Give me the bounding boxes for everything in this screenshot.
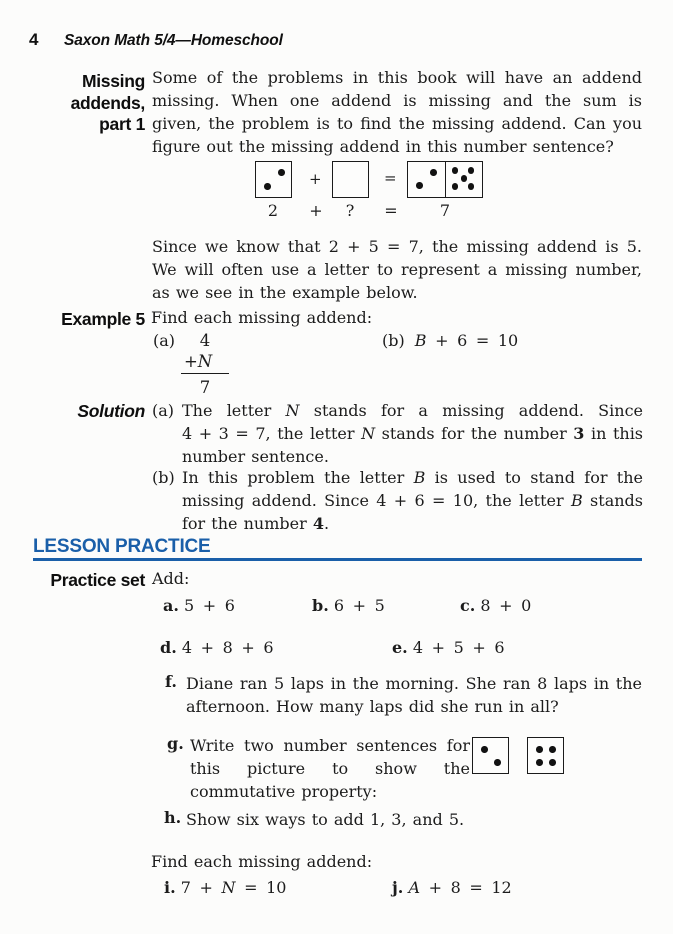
equals-sign: = (384, 169, 397, 187)
missing-letter-a: A (408, 878, 421, 897)
answer-number: 3 (573, 424, 585, 443)
problem-d (160, 638, 274, 657)
figure-label-addend1: 2 (267, 201, 279, 220)
figure-label-equals: = (384, 201, 398, 220)
example-part-b-label: (b) (382, 331, 405, 350)
solution-b-label: (b) (152, 468, 175, 487)
text-segment: the letter (478, 491, 571, 510)
dot (264, 183, 271, 190)
commutative-box-four (527, 737, 564, 774)
problem-c (460, 596, 531, 615)
problem-g-label: g. (167, 734, 184, 753)
expression: 4 + 5 + 6 (412, 638, 505, 657)
heading-line: addends, (70, 92, 145, 113)
text-segment: The letter (182, 401, 286, 420)
text-segment: Since we know that (152, 237, 329, 256)
dot (452, 167, 459, 174)
figure-label-missing: ? (345, 201, 355, 220)
problem-i (164, 878, 286, 897)
letter-b: B (570, 491, 583, 510)
solution-label: Solution (77, 401, 145, 421)
find-addend-heading: Find each missing addend: (151, 852, 373, 871)
example-part-a-label: (a) (153, 331, 176, 350)
text-segment: stands for a missing addend. Since (299, 401, 643, 420)
expression: 7 + (180, 878, 222, 897)
problem-label: e. (392, 638, 408, 657)
vertical-addition (181, 331, 229, 397)
expression: = 10 (235, 878, 287, 897)
page-number: 4 (29, 30, 39, 49)
problem-label: d. (160, 638, 177, 657)
problem-e (392, 638, 505, 657)
figure-label-plus: + (309, 201, 323, 220)
solution-a-label: (a) (152, 401, 175, 420)
figure-label-sum: 7 (439, 201, 451, 220)
example-prompt: Find each missing addend: (151, 308, 373, 327)
vertical-addition-addend-row (181, 352, 229, 374)
problem-label: b. (312, 596, 329, 615)
vertical-addition-sum: 7 (199, 378, 211, 397)
problem-g-text: Write two number sentences for this picture to show the commutative property: (190, 736, 470, 801)
domino-seven (407, 161, 483, 198)
dot (536, 759, 543, 766)
expression: + 6 = 10 (426, 331, 519, 350)
problem-h-text: Show six ways to add 1, 3, and 5. (186, 810, 465, 829)
answer-number: 4 (312, 514, 324, 533)
text-segment: In this problem the letter (182, 468, 414, 487)
text-segment: stands for the number (375, 424, 574, 443)
expression: 4 + 8 + 6 (181, 638, 274, 657)
section-heading-missing-addends (0, 71, 145, 136)
missing-letter-n: N (197, 352, 213, 371)
example-5-label: Example 5 (61, 309, 145, 329)
problem-label: j. (392, 878, 404, 897)
text-segment: the letter (270, 424, 362, 443)
problem-a (163, 596, 235, 615)
dot (549, 759, 556, 766)
intro-paragraph: Some of the problems in this book will have an addend missing. When one addend is missing and the sum is given, the problem is to find the missing addend. Can you figure out the missing addend in this number sentence? (152, 68, 642, 156)
lesson-practice-rule (33, 558, 642, 561)
equation: 4 + 6 = 10, (376, 491, 479, 510)
equation: 2 + 5 = 7, (328, 237, 424, 256)
letter-n: N (361, 424, 376, 443)
domino-right-cell (445, 162, 483, 197)
dot (278, 169, 285, 176)
lesson-practice-heading: LESSON PRACTICE (33, 536, 211, 557)
heading-line: Missing (81, 71, 145, 91)
dot (416, 182, 423, 189)
text-segment: in this number sentence. (182, 424, 644, 466)
dot (430, 169, 437, 176)
empty-dot-box (332, 161, 369, 198)
practice-set-label: Practice set (50, 570, 145, 590)
dot (549, 746, 556, 753)
dot-box-two (255, 161, 292, 198)
text-segment: is used to stand for the missing addend. Since (182, 468, 644, 510)
commutative-box-two (472, 737, 509, 774)
dot (461, 175, 468, 182)
expression: 8 + 0 (480, 596, 532, 615)
example-part-b (382, 331, 518, 350)
expression: + 8 = 12 (420, 878, 512, 897)
dot (494, 759, 501, 766)
problem-f-label: f. (165, 672, 177, 691)
letter-n: N (285, 401, 300, 420)
expression: 5 + 6 (184, 596, 235, 615)
plus-sign: + (309, 170, 322, 188)
dot (468, 167, 475, 174)
problem-label: i. (164, 878, 176, 897)
dot (452, 183, 459, 190)
equation: 4 + 3 = 7, (182, 424, 271, 443)
plus-sign: + (184, 352, 198, 371)
text-segment: stands for the number (182, 491, 643, 533)
dot (468, 183, 475, 190)
dot (536, 746, 543, 753)
problem-j (392, 878, 512, 897)
missing-letter-b: B (414, 331, 427, 350)
problem-label: c. (460, 596, 476, 615)
solution-a-paragraph (182, 399, 643, 468)
problem-label: a. (163, 596, 179, 615)
solution-b-paragraph (182, 466, 643, 535)
heading-line: part 1 (99, 114, 145, 134)
letter-b: B (413, 468, 426, 487)
after-figure-paragraph (152, 235, 642, 304)
book-title: Saxon Math 5/4—Homeschool (64, 32, 283, 49)
expression: 6 + 5 (333, 596, 385, 615)
missing-letter-n: N (221, 878, 236, 897)
problem-b (312, 596, 385, 615)
vertical-addition-top: 4 (199, 331, 211, 350)
text-segment: the missing addend is 5. We will often use a letter to represent a missing number, as we see in the example below. (152, 237, 642, 302)
problem-f-text: Diane ran 5 laps in the morning. She ran 8 laps in the afternoon. How many laps did she run in all? (186, 674, 642, 716)
domino-left-cell (408, 162, 445, 197)
add-prompt: Add: (152, 569, 190, 588)
problem-h-label: h. (164, 808, 182, 827)
dot (481, 746, 488, 753)
text-segment: . (323, 514, 330, 533)
